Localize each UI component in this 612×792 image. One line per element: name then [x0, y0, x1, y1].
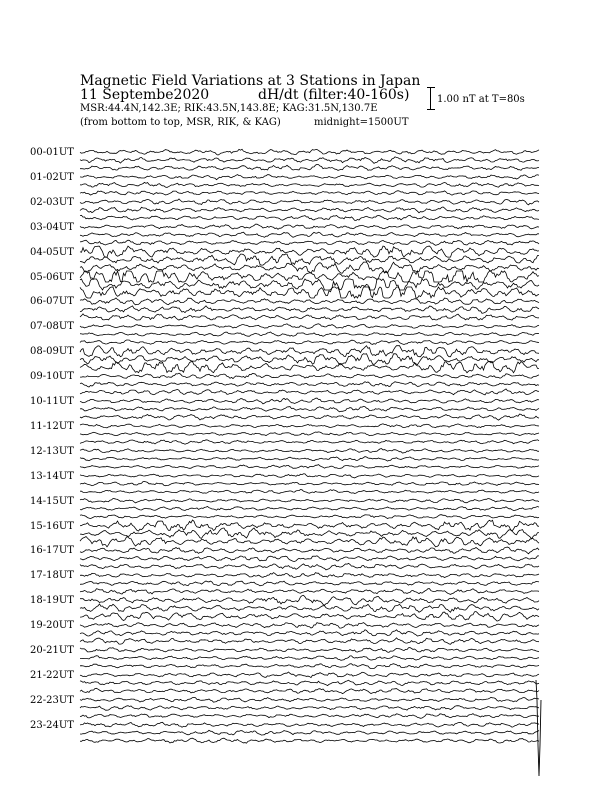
- trace-kag: [80, 722, 539, 727]
- trace-rik: [80, 232, 539, 237]
- trace-kag: [80, 648, 539, 653]
- trace-kag: [80, 398, 539, 404]
- trace-msr: [80, 215, 539, 220]
- trace-kag: [80, 474, 539, 478]
- hour-label: 12-13UT: [30, 445, 74, 457]
- trace-kag: [80, 246, 539, 257]
- trace-msr: [80, 440, 539, 444]
- hour-label: 13-14UT: [30, 470, 74, 482]
- hour-label: 17-18UT: [30, 570, 74, 582]
- trace-msr: [80, 240, 539, 245]
- trace-kag: [80, 573, 539, 578]
- trace-rik: [80, 182, 539, 187]
- chart-date: 11 Septembe2020: [80, 87, 210, 103]
- trace-msr: [80, 589, 539, 595]
- hour-label: 18-19UT: [30, 595, 74, 607]
- chart-title: Magnetic Field Variations at 3 Stations in Japan: [80, 73, 421, 89]
- hour-label: 05-06UT: [30, 271, 74, 283]
- trace-rik: [80, 306, 539, 314]
- trace-kag: [80, 324, 539, 329]
- midnight-note: midnight=1500UT: [314, 117, 409, 128]
- trace-rik: [80, 730, 539, 735]
- hour-label: 22-23UT: [30, 694, 74, 706]
- trace-msr: [80, 287, 539, 298]
- hour-label: 03-04UT: [30, 221, 74, 233]
- scale-label: 1.00 nT at T=80s: [437, 94, 525, 105]
- station-coordinates: MSR:44.4N,142.3E; RIK:43.5N,143.8E; KAG:31.5N,130.7E: [80, 103, 378, 114]
- hour-label: 11-12UT: [30, 420, 74, 432]
- trace-msr: [80, 515, 539, 519]
- trace-msr: [80, 638, 539, 645]
- trace-msr: [80, 414, 539, 420]
- hour-label: 20-21UT: [30, 645, 74, 656]
- hour-label: 06-07UT: [30, 296, 74, 308]
- trace-rik: [80, 432, 539, 436]
- hour-label: 15-16UT: [30, 520, 74, 532]
- trace-msr: [80, 490, 539, 494]
- trace-msr: [80, 714, 539, 719]
- hour-label: 09-10UT: [30, 371, 74, 383]
- trace-msr: [80, 191, 539, 196]
- trace-kag: [80, 199, 539, 205]
- trace-kag: [80, 175, 539, 180]
- hour-label: 16-17UT: [30, 545, 74, 557]
- trace-spike: [536, 680, 541, 776]
- trace-kag: [80, 298, 539, 305]
- trace-msr: [80, 563, 539, 570]
- trace-rik: [80, 656, 539, 661]
- trace-rik: [80, 207, 539, 213]
- trace-kag: [80, 499, 539, 503]
- hour-label: 14-15UT: [30, 495, 74, 507]
- trace-rik: [80, 680, 539, 685]
- trace-rik: [80, 406, 539, 412]
- trace-msr: [80, 688, 539, 693]
- trace-kag: [80, 224, 539, 229]
- hour-label: 04-05UT: [30, 246, 74, 258]
- hour-label: 01-02UT: [30, 171, 74, 183]
- trace-msr: [80, 389, 539, 395]
- trace-msr: [80, 362, 539, 373]
- hour-label: 10-11UT: [30, 396, 74, 407]
- hour-label: 02-03UT: [30, 196, 74, 208]
- trace-rik: [80, 604, 539, 612]
- trace-rik: [80, 581, 539, 586]
- trace-kag: [80, 449, 539, 454]
- hour-label: 08-09UT: [30, 346, 74, 358]
- hour-label: 19-20UT: [30, 620, 74, 632]
- trace-kag: [80, 697, 539, 702]
- trace-kag: [80, 520, 539, 531]
- trace-kag: [80, 149, 539, 155]
- hour-label: 07-08UT: [30, 321, 74, 333]
- trace-rik: [80, 157, 539, 164]
- trace-rik: [80, 507, 539, 511]
- trace-order-note: (from bottom to top, MSR, RIK, & KAG): [80, 117, 281, 128]
- trace-msr: [80, 314, 539, 320]
- trace-kag: [80, 595, 539, 605]
- hour-label: 21-22UT: [30, 669, 74, 681]
- trace-kag: [80, 547, 539, 554]
- trace-rik: [80, 332, 539, 336]
- trace-kag: [80, 346, 539, 357]
- trace-rik: [80, 354, 539, 365]
- trace-rik: [80, 382, 539, 387]
- quantity-label: dH/dt (filter:40-160s): [258, 87, 410, 103]
- trace-kag: [80, 623, 539, 629]
- trace-kag: [80, 672, 539, 678]
- trace-rik: [80, 630, 539, 636]
- trace-msr: [80, 738, 539, 743]
- trace-rik: [80, 457, 539, 462]
- trace-msr: [80, 664, 539, 669]
- trace-msr: [80, 465, 539, 469]
- hour-label: 00-01UT: [30, 147, 74, 158]
- trace-rik: [80, 482, 539, 486]
- trace-msr: [80, 537, 539, 547]
- trace-kag: [80, 271, 539, 282]
- trace-rik: [80, 556, 539, 562]
- trace-msr: [80, 612, 539, 622]
- trace-kag: [80, 373, 539, 378]
- trace-rik: [80, 706, 539, 711]
- trace-msr: [80, 340, 539, 345]
- hour-label: 23-24UT: [30, 719, 74, 731]
- trace-kag: [80, 424, 539, 428]
- trace-msr: [80, 164, 539, 170]
